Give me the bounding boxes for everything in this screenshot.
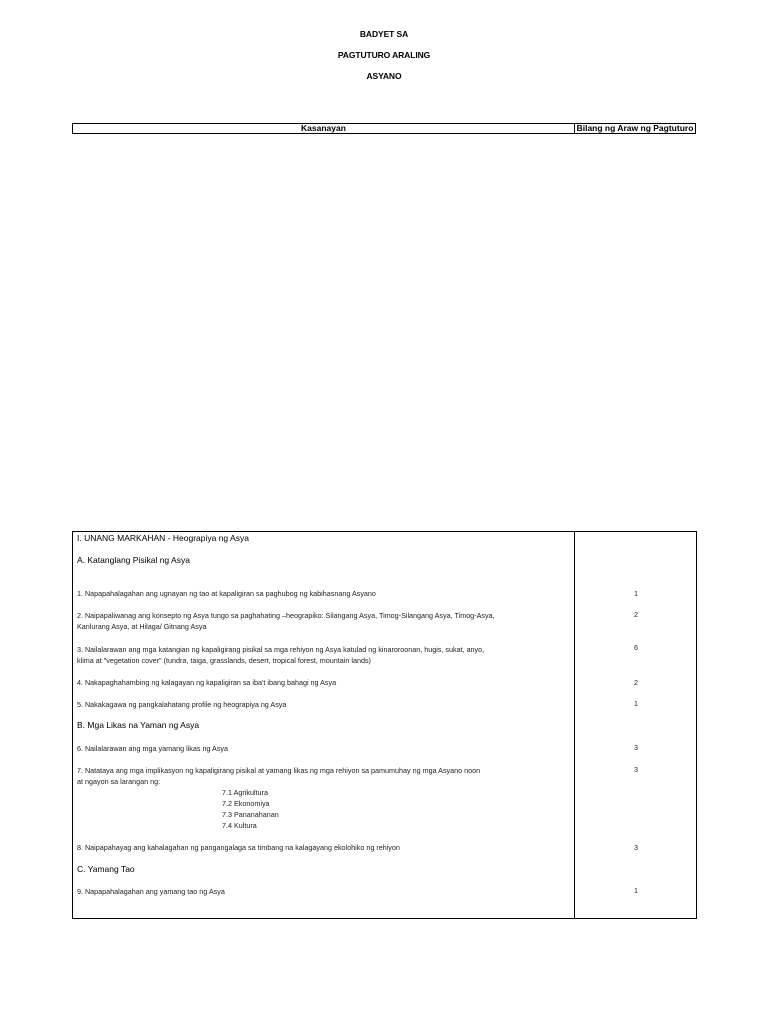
quarter-title: I. UNANG MARKAHAN - Heograpiya ng Asya	[77, 533, 249, 543]
header-skill-column: Kasanayan	[73, 124, 575, 133]
sub-item: 7.3 Pananahanan	[222, 810, 279, 819]
curriculum-table	[72, 531, 697, 919]
table-row-continuation: at ngayon sa larangan ng:	[77, 777, 161, 786]
header-table	[72, 123, 696, 134]
table-row: 5. Nakakagawa ng pangkalahatang profile ng heograpiya ng Asya	[77, 700, 287, 709]
days-value: 3	[634, 743, 638, 752]
table-row: 3. Nailalarawan ang mga katangian ng kapaligirang pisikal sa mga rehiyon ng Asya katulad ng kinaroroonan, hugis, sukat, anyo,	[77, 645, 485, 654]
sub-item: 7.1 Agrikultura	[222, 788, 268, 797]
table-row: 4. Nakapaghahambing ng kalagayan ng kapaligiran sa iba't ibang bahagi ng Asya	[77, 678, 337, 687]
section-heading-b: B. Mga Likas na Yaman ng Asya	[77, 720, 200, 730]
table-row: 8. Naipapahayag ang kahalagahan ng pangangalaga sa timbang na kalagayang ekolohiko ng rehiyon	[77, 843, 400, 852]
sub-item: 7.4 Kultura	[222, 821, 257, 830]
section-heading-c: C. Yamang Tao	[77, 864, 135, 874]
document-title-line1: BADYET SA	[359, 29, 409, 39]
table-row: 1. Napapahalagahan ang ugnayan ng tao at kapaligiran sa paghubog ng kabihasnang Asyano	[77, 589, 376, 598]
header-days-column: Bilang ng Araw ng Pagtuturo	[576, 123, 694, 133]
days-value: 2	[634, 610, 638, 619]
days-value: 2	[634, 678, 638, 687]
days-value: 1	[634, 589, 638, 598]
table-row-continuation: klima at "vegetation cover" (tundra, taiga, grasslands, desert, tropical forest, mountain lands)	[77, 656, 371, 665]
table-row: 2. Naipapaliwanag ang konsepto ng Asya tungo sa paghahating –heograpiko: Silangang Asya, Timog-Silangang Asya, Timog-Asya,	[77, 611, 495, 620]
table-row: 6. Nailalarawan ang mga yamang likas ng Asya	[77, 744, 229, 753]
table-row: 9. Napapahalagahan ang yamang tao ng Asya	[77, 887, 225, 896]
sub-item: 7.2 Ekonomiya	[222, 799, 270, 808]
days-value: 1	[634, 886, 638, 895]
document-title-line2: PAGTUTURO ARALING	[337, 50, 431, 60]
section-heading-a: A. Katanglang Pisikal ng Asya	[77, 555, 190, 565]
days-value: 6	[634, 643, 638, 652]
table-row-continuation: Kanlurang Asya, at Hilaga/ Gitnang Asya	[77, 622, 207, 631]
days-value: 3	[634, 765, 638, 774]
days-value: 1	[634, 699, 638, 708]
table-row: 7. Natataya ang mga implikasyon ng kapaligirang pisikal at yamang likas ng mga rehiyon sa pamumuhay ng mga Asyano noon	[77, 766, 481, 775]
document-title-line3: ASYANO	[366, 71, 402, 81]
days-value: 3	[634, 843, 638, 852]
